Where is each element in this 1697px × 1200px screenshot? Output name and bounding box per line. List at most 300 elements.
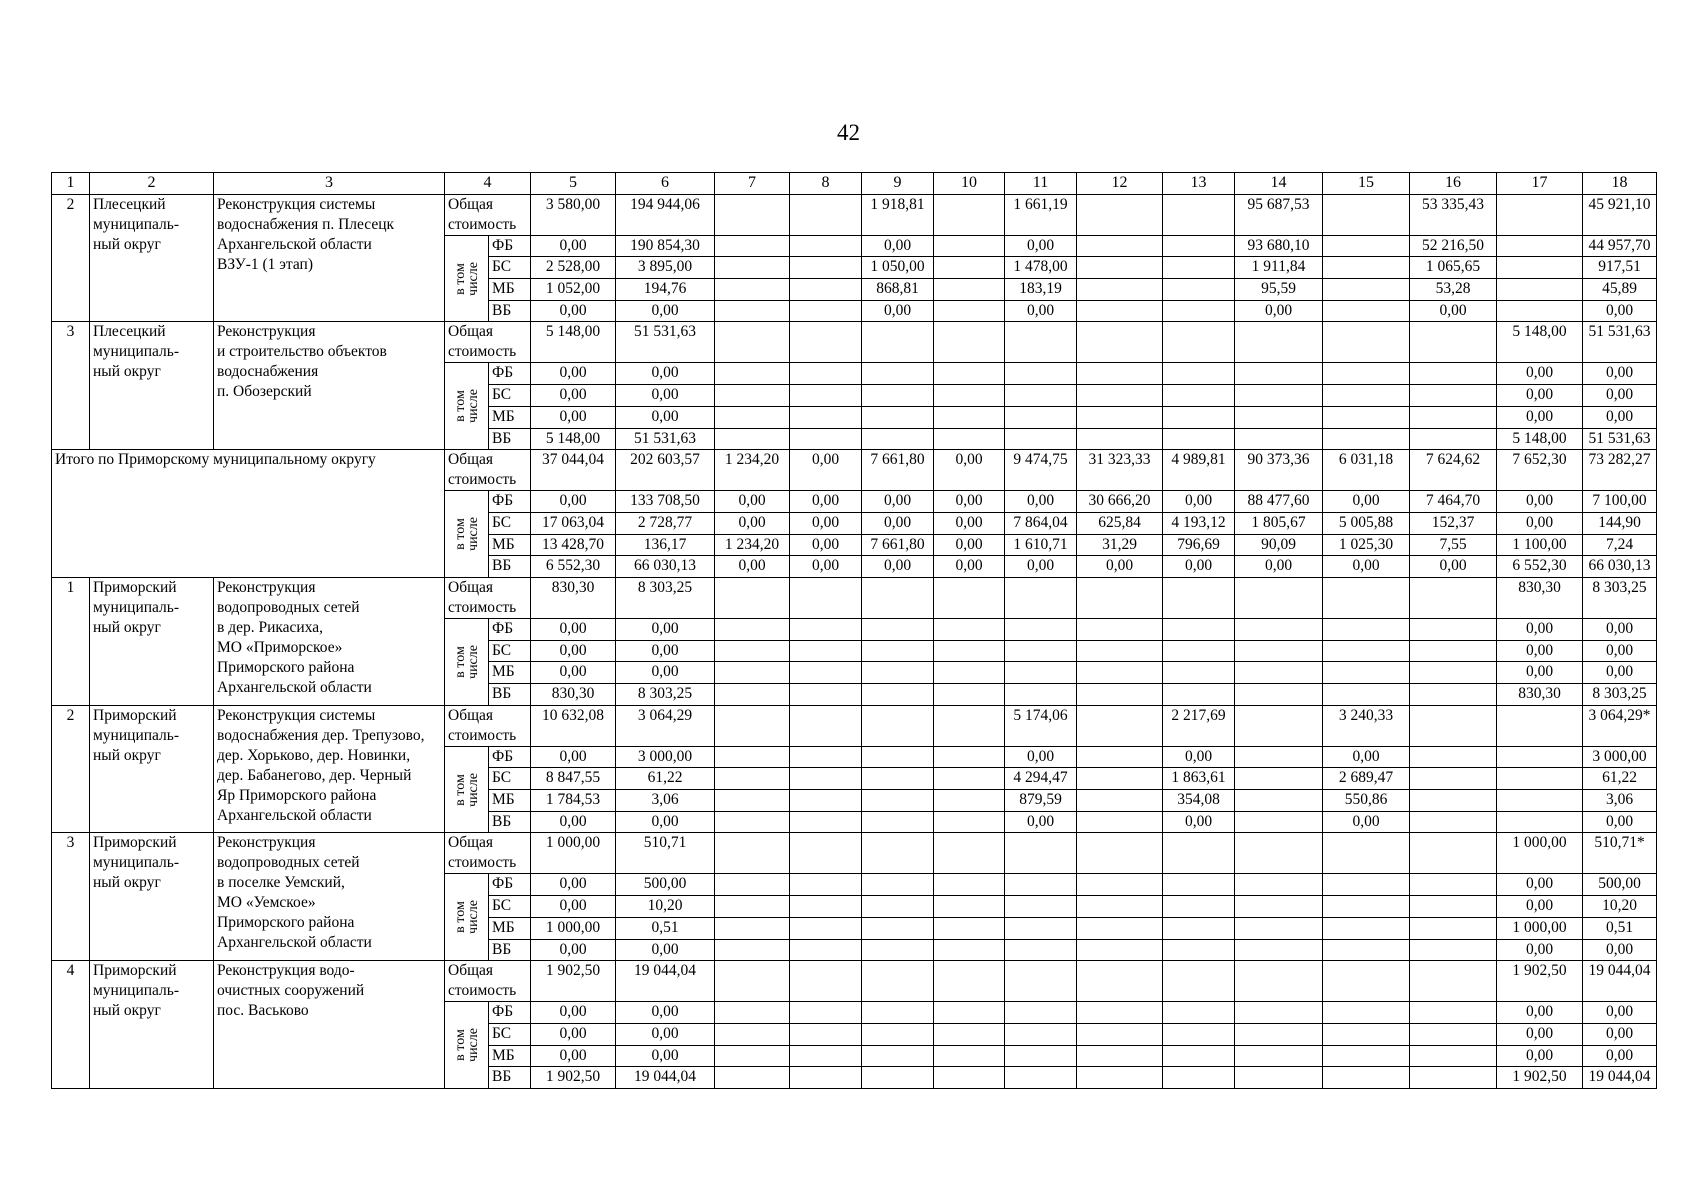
district-line: ный округ bbox=[93, 363, 161, 381]
value-cell bbox=[934, 1045, 1005, 1067]
project-name-line: ВЗУ-1 (1 этап) bbox=[217, 255, 314, 273]
value-cell: 796,69 bbox=[1163, 534, 1235, 556]
district-line: муниципаль- bbox=[93, 343, 180, 361]
value-cell bbox=[1005, 363, 1077, 385]
value-cell bbox=[1410, 1067, 1497, 1089]
project-name-line: Приморского района bbox=[217, 914, 355, 932]
value-cell bbox=[934, 746, 1005, 768]
value-cell bbox=[934, 768, 1005, 790]
value-cell bbox=[715, 874, 790, 896]
value-cell bbox=[790, 874, 862, 896]
value-cell bbox=[934, 406, 1005, 428]
value-cell: 1 661,19 bbox=[1005, 194, 1077, 235]
value-cell: 0,00 bbox=[616, 618, 715, 640]
including-label bbox=[445, 746, 489, 833]
value-cell bbox=[790, 662, 862, 684]
including-line: числе bbox=[465, 261, 481, 296]
value-cell: 66 030,13 bbox=[1583, 556, 1657, 578]
value-cell bbox=[790, 833, 862, 874]
value-cell bbox=[934, 939, 1005, 961]
value-cell bbox=[1323, 961, 1410, 1002]
value-cell: 2 217,69 bbox=[1163, 705, 1235, 746]
value-cell: 0,00 bbox=[790, 512, 862, 534]
district-line: Приморский bbox=[93, 962, 177, 980]
value-cell bbox=[1163, 662, 1235, 684]
value-cell bbox=[862, 684, 934, 706]
value-cell bbox=[790, 235, 862, 257]
value-cell bbox=[862, 790, 934, 812]
total-cost-label bbox=[445, 194, 531, 235]
project-name-line: Реконструкция системы bbox=[217, 195, 376, 213]
value-cell: 3 064,29 bbox=[616, 705, 715, 746]
budget-type-label: ФБ bbox=[489, 618, 531, 640]
value-cell: 51 531,63 bbox=[1583, 322, 1657, 363]
value-cell: 0,00 bbox=[531, 746, 616, 768]
project-name-line: в дер. Рикасиха, bbox=[217, 618, 324, 636]
row-number: 3 bbox=[52, 322, 90, 450]
value-cell bbox=[1235, 322, 1323, 363]
value-cell bbox=[1077, 684, 1163, 706]
district-cell bbox=[90, 705, 214, 833]
value-cell: 0,00 bbox=[1410, 556, 1497, 578]
value-cell: 0,00 bbox=[1323, 746, 1410, 768]
value-cell: 19 044,04 bbox=[616, 1067, 715, 1089]
value-cell: 917,51 bbox=[1583, 257, 1657, 279]
budget-type-label: БС bbox=[489, 512, 531, 534]
including-label bbox=[445, 618, 489, 705]
value-cell: 53 335,43 bbox=[1410, 194, 1497, 235]
value-cell bbox=[1005, 896, 1077, 918]
value-cell bbox=[715, 1002, 790, 1024]
value-cell bbox=[934, 640, 1005, 662]
value-cell bbox=[862, 1023, 934, 1045]
budget-type-label: МБ bbox=[489, 917, 531, 939]
value-cell bbox=[1235, 684, 1323, 706]
project-name-cell bbox=[214, 705, 445, 833]
value-cell: 1 478,00 bbox=[1005, 257, 1077, 279]
value-cell bbox=[1005, 874, 1077, 896]
value-cell bbox=[1497, 811, 1583, 833]
value-cell: 0,51 bbox=[1583, 917, 1657, 939]
value-cell bbox=[862, 768, 934, 790]
value-cell: 7 652,30 bbox=[1497, 450, 1583, 491]
value-cell bbox=[862, 939, 934, 961]
column-header: 5 bbox=[531, 173, 616, 195]
total-cost-line: стоимость bbox=[448, 343, 517, 361]
value-cell: 354,08 bbox=[1163, 790, 1235, 812]
project-name-line: Архангельской области bbox=[217, 235, 372, 253]
value-cell: 0,00 bbox=[1583, 939, 1657, 961]
value-cell: 0,00 bbox=[1497, 512, 1583, 534]
including-text bbox=[454, 900, 480, 934]
budget-type-label: БС bbox=[489, 257, 531, 279]
value-cell: 17 063,04 bbox=[531, 512, 616, 534]
value-cell bbox=[715, 577, 790, 618]
value-cell bbox=[715, 640, 790, 662]
value-cell: 8 303,25 bbox=[1583, 577, 1657, 618]
value-cell: 90,09 bbox=[1235, 534, 1323, 556]
value-cell: 868,81 bbox=[862, 279, 934, 301]
value-cell bbox=[934, 662, 1005, 684]
value-cell: 0,00 bbox=[1005, 811, 1077, 833]
total-cost-line: стоимость bbox=[448, 726, 517, 744]
value-cell: 45 921,10 bbox=[1583, 194, 1657, 235]
value-cell bbox=[715, 322, 790, 363]
value-cell bbox=[1410, 428, 1497, 450]
value-cell bbox=[715, 684, 790, 706]
value-cell bbox=[1410, 1045, 1497, 1067]
value-cell: 0,00 bbox=[1497, 1045, 1583, 1067]
value-cell: 13 428,70 bbox=[531, 534, 616, 556]
value-cell bbox=[862, 662, 934, 684]
budget-type-label: БС bbox=[489, 640, 531, 662]
value-cell bbox=[934, 279, 1005, 301]
value-cell bbox=[1323, 300, 1410, 322]
value-cell: 7 864,04 bbox=[1005, 512, 1077, 534]
value-cell: 51 531,63 bbox=[1583, 428, 1657, 450]
value-cell: 4 989,81 bbox=[1163, 450, 1235, 491]
value-cell: 510,71 bbox=[616, 833, 715, 874]
value-cell: 0,00 bbox=[1235, 300, 1323, 322]
value-cell: 0,00 bbox=[531, 939, 616, 961]
total-cost-label bbox=[445, 577, 531, 618]
value-cell: 1 902,50 bbox=[1497, 961, 1583, 1002]
value-cell: 500,00 bbox=[616, 874, 715, 896]
value-cell bbox=[1410, 874, 1497, 896]
district-cell bbox=[90, 577, 214, 705]
value-cell: 0,00 bbox=[1497, 896, 1583, 918]
value-cell bbox=[862, 640, 934, 662]
including-line: в том bbox=[452, 262, 468, 295]
value-cell: 0,00 bbox=[616, 385, 715, 407]
column-header: 11 bbox=[1005, 173, 1077, 195]
value-cell: 1 902,50 bbox=[1497, 1067, 1583, 1089]
value-cell bbox=[1005, 322, 1077, 363]
value-cell bbox=[1410, 833, 1497, 874]
value-cell: 830,30 bbox=[531, 577, 616, 618]
value-cell: 0,00 bbox=[531, 385, 616, 407]
value-cell: 0,00 bbox=[934, 512, 1005, 534]
value-cell: 5 174,06 bbox=[1005, 705, 1077, 746]
value-cell bbox=[1235, 618, 1323, 640]
budget-type-label: БС bbox=[489, 896, 531, 918]
column-header: 4 bbox=[445, 173, 531, 195]
budget-type-label: МБ bbox=[489, 790, 531, 812]
value-cell bbox=[1235, 428, 1323, 450]
value-cell bbox=[715, 1023, 790, 1045]
project-name-line: водоснабжения п. Плесецк bbox=[217, 215, 395, 233]
budget-type-label: ВБ bbox=[489, 300, 531, 322]
value-cell: 830,30 bbox=[531, 684, 616, 706]
value-cell: 202 603,57 bbox=[616, 450, 715, 491]
district-line: Плесецкий bbox=[93, 195, 166, 213]
value-cell bbox=[934, 577, 1005, 618]
value-cell bbox=[934, 1002, 1005, 1024]
value-cell: 0,00 bbox=[531, 300, 616, 322]
value-cell bbox=[1235, 833, 1323, 874]
value-cell bbox=[790, 363, 862, 385]
total-cost-line: стоимость bbox=[448, 598, 517, 616]
total-cost-line: Общая bbox=[448, 834, 494, 852]
value-cell: 93 680,10 bbox=[1235, 235, 1323, 257]
value-cell bbox=[790, 406, 862, 428]
value-cell bbox=[1163, 618, 1235, 640]
value-cell: 3,06 bbox=[1583, 790, 1657, 812]
value-cell bbox=[715, 662, 790, 684]
including-line: числе bbox=[465, 517, 481, 552]
value-cell bbox=[1077, 939, 1163, 961]
value-cell bbox=[934, 961, 1005, 1002]
value-cell: 10,20 bbox=[616, 896, 715, 918]
value-cell bbox=[1323, 640, 1410, 662]
value-cell: 0,00 bbox=[715, 512, 790, 534]
value-cell bbox=[1163, 896, 1235, 918]
value-cell bbox=[1235, 939, 1323, 961]
value-cell: 0,00 bbox=[1163, 746, 1235, 768]
row-number: 1 bbox=[52, 577, 90, 705]
value-cell bbox=[1163, 428, 1235, 450]
value-cell bbox=[1497, 790, 1583, 812]
value-cell: 51 531,63 bbox=[616, 428, 715, 450]
district-cell bbox=[90, 194, 214, 322]
value-cell bbox=[934, 811, 1005, 833]
including-line: в том bbox=[452, 390, 468, 423]
value-cell bbox=[1410, 406, 1497, 428]
row-number: 3 bbox=[52, 833, 90, 961]
value-cell: 95 687,53 bbox=[1235, 194, 1323, 235]
value-cell bbox=[1497, 194, 1583, 235]
including-line: в том bbox=[452, 901, 468, 934]
value-cell bbox=[790, 428, 862, 450]
value-cell bbox=[934, 363, 1005, 385]
budget-type-label: ВБ bbox=[489, 1067, 531, 1089]
value-cell: 0,00 bbox=[531, 235, 616, 257]
header-row bbox=[52, 173, 1657, 195]
value-cell bbox=[1235, 896, 1323, 918]
value-cell bbox=[1163, 385, 1235, 407]
value-cell bbox=[790, 1045, 862, 1067]
value-cell bbox=[790, 917, 862, 939]
district-line: ный округ bbox=[93, 1002, 161, 1020]
district-line: ный округ bbox=[93, 235, 161, 253]
value-cell bbox=[1077, 705, 1163, 746]
value-cell: 0,00 bbox=[531, 874, 616, 896]
value-cell bbox=[1410, 768, 1497, 790]
value-cell: 0,00 bbox=[1497, 618, 1583, 640]
including-line: числе bbox=[465, 1028, 481, 1063]
value-cell bbox=[715, 1045, 790, 1067]
value-cell bbox=[934, 1067, 1005, 1089]
value-cell bbox=[715, 705, 790, 746]
value-cell bbox=[1235, 811, 1323, 833]
budget-type-label: БС bbox=[489, 385, 531, 407]
value-cell: 0,00 bbox=[1583, 385, 1657, 407]
value-cell: 7 661,80 bbox=[862, 534, 934, 556]
value-cell bbox=[1323, 363, 1410, 385]
value-cell bbox=[1077, 662, 1163, 684]
value-cell: 45,89 bbox=[1583, 279, 1657, 301]
value-cell bbox=[1077, 279, 1163, 301]
value-cell: 0,00 bbox=[1005, 556, 1077, 578]
value-cell bbox=[1410, 577, 1497, 618]
value-cell: 190 854,30 bbox=[616, 235, 715, 257]
total-cost-label bbox=[445, 961, 531, 1002]
value-cell: 6 552,30 bbox=[1497, 556, 1583, 578]
value-cell bbox=[1163, 684, 1235, 706]
value-cell bbox=[715, 618, 790, 640]
value-cell bbox=[715, 917, 790, 939]
value-cell bbox=[934, 194, 1005, 235]
budget-type-label: ВБ bbox=[489, 939, 531, 961]
value-cell bbox=[1077, 811, 1163, 833]
value-cell bbox=[1077, 322, 1163, 363]
budget-type-label: ФБ bbox=[489, 491, 531, 513]
district-cell bbox=[90, 961, 214, 1089]
value-cell bbox=[1323, 917, 1410, 939]
column-header: 8 bbox=[790, 173, 862, 195]
including-line: числе bbox=[465, 772, 481, 807]
value-cell bbox=[790, 705, 862, 746]
value-cell bbox=[715, 768, 790, 790]
value-cell: 44 957,70 bbox=[1583, 235, 1657, 257]
value-cell: 0,00 bbox=[1323, 811, 1410, 833]
value-cell bbox=[1163, 961, 1235, 1002]
value-cell: 0,00 bbox=[790, 534, 862, 556]
value-cell bbox=[1497, 300, 1583, 322]
including-label bbox=[445, 363, 489, 450]
value-cell bbox=[934, 1023, 1005, 1045]
value-cell: 0,00 bbox=[531, 896, 616, 918]
value-cell bbox=[715, 896, 790, 918]
value-cell bbox=[1323, 1067, 1410, 1089]
budget-type-label: ВБ bbox=[489, 556, 531, 578]
column-header: 6 bbox=[616, 173, 715, 195]
value-cell bbox=[1410, 1002, 1497, 1024]
value-cell bbox=[715, 406, 790, 428]
value-cell: 0,00 bbox=[1583, 300, 1657, 322]
value-cell bbox=[790, 768, 862, 790]
table-body bbox=[52, 173, 1657, 1089]
district-line: Приморский bbox=[93, 578, 177, 596]
value-cell bbox=[1163, 235, 1235, 257]
value-cell: 136,17 bbox=[616, 534, 715, 556]
project-name-line: дер. Хорьково, дер. Новинки, bbox=[217, 746, 411, 764]
including-line: в том bbox=[452, 645, 468, 678]
value-cell bbox=[1077, 406, 1163, 428]
budget-type-label: ВБ bbox=[489, 811, 531, 833]
value-cell: 0,00 bbox=[1005, 746, 1077, 768]
project-name-line: Приморского района bbox=[217, 658, 355, 676]
value-cell bbox=[790, 1023, 862, 1045]
value-cell: 0,00 bbox=[1583, 811, 1657, 833]
value-cell bbox=[715, 833, 790, 874]
value-cell bbox=[790, 684, 862, 706]
value-cell bbox=[1163, 1023, 1235, 1045]
value-cell bbox=[862, 874, 934, 896]
value-cell: 0,00 bbox=[1497, 662, 1583, 684]
value-cell bbox=[1410, 385, 1497, 407]
value-cell bbox=[1497, 768, 1583, 790]
project-name-line: водопроводных сетей bbox=[217, 598, 360, 616]
value-cell bbox=[1005, 640, 1077, 662]
column-header: 18 bbox=[1583, 173, 1657, 195]
value-cell: 3 895,00 bbox=[616, 257, 715, 279]
value-cell: 879,59 bbox=[1005, 790, 1077, 812]
value-cell: 0,00 bbox=[616, 300, 715, 322]
value-cell bbox=[1235, 790, 1323, 812]
value-cell bbox=[1497, 705, 1583, 746]
value-cell bbox=[1005, 385, 1077, 407]
total-cost-line: Общая bbox=[448, 962, 494, 980]
value-cell bbox=[715, 961, 790, 1002]
value-cell: 0,00 bbox=[790, 491, 862, 513]
value-cell: 144,90 bbox=[1583, 512, 1657, 534]
value-cell bbox=[790, 896, 862, 918]
value-cell bbox=[1410, 790, 1497, 812]
value-cell bbox=[862, 363, 934, 385]
value-cell bbox=[862, 917, 934, 939]
value-cell: 0,00 bbox=[1583, 1023, 1657, 1045]
value-cell: 1 050,00 bbox=[862, 257, 934, 279]
column-header: 2 bbox=[90, 173, 214, 195]
value-cell: 0,00 bbox=[934, 450, 1005, 491]
value-cell bbox=[862, 322, 934, 363]
value-cell: 1 784,53 bbox=[531, 790, 616, 812]
value-cell bbox=[1163, 300, 1235, 322]
value-cell: 0,00 bbox=[1323, 491, 1410, 513]
value-cell bbox=[1497, 279, 1583, 301]
value-cell bbox=[1410, 640, 1497, 662]
value-cell: 61,22 bbox=[1583, 768, 1657, 790]
value-cell bbox=[1005, 1045, 1077, 1067]
row-number: 2 bbox=[52, 705, 90, 833]
value-cell bbox=[1077, 1067, 1163, 1089]
value-cell bbox=[862, 1067, 934, 1089]
value-cell bbox=[715, 300, 790, 322]
budget-type-label: МБ bbox=[489, 406, 531, 428]
value-cell bbox=[1163, 257, 1235, 279]
value-cell bbox=[790, 640, 862, 662]
column-header: 3 bbox=[214, 173, 445, 195]
value-cell bbox=[790, 939, 862, 961]
value-cell: 7 464,70 bbox=[1410, 491, 1497, 513]
value-cell: 30 666,20 bbox=[1077, 491, 1163, 513]
value-cell: 194,76 bbox=[616, 279, 715, 301]
district-line: муниципаль- bbox=[93, 854, 180, 872]
value-cell bbox=[934, 385, 1005, 407]
value-cell: 2 528,00 bbox=[531, 257, 616, 279]
value-cell bbox=[1163, 194, 1235, 235]
value-cell bbox=[1077, 961, 1163, 1002]
value-cell bbox=[1235, 385, 1323, 407]
project-name-cell bbox=[214, 833, 445, 961]
total-label: Итого по Приморскому муниципальному округу bbox=[52, 450, 445, 578]
column-header: 12 bbox=[1077, 173, 1163, 195]
value-cell bbox=[862, 428, 934, 450]
value-cell: 0,00 bbox=[790, 556, 862, 578]
including-text bbox=[454, 1028, 480, 1062]
value-cell: 1 902,50 bbox=[531, 1067, 616, 1089]
value-cell bbox=[862, 811, 934, 833]
value-cell: 8 303,25 bbox=[1583, 684, 1657, 706]
value-cell bbox=[862, 577, 934, 618]
district-line: ный округ bbox=[93, 746, 161, 764]
value-cell: 10,20 bbox=[1583, 896, 1657, 918]
value-cell: 0,00 bbox=[1583, 1045, 1657, 1067]
value-cell: 0,00 bbox=[1497, 491, 1583, 513]
value-cell bbox=[715, 279, 790, 301]
value-cell: 0,00 bbox=[862, 300, 934, 322]
